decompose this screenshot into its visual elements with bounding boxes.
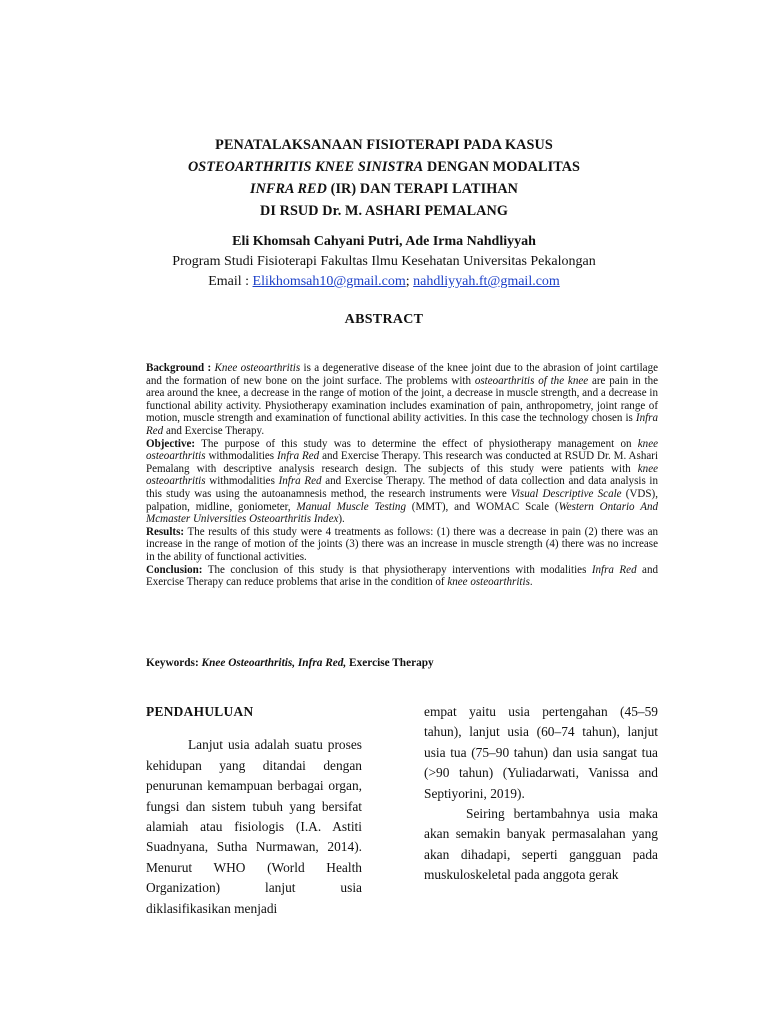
text-run: The conclusion of this study is that physiotherapy interventions with modalities	[202, 563, 592, 576]
paper-title	[0, 134, 768, 222]
text-run: and Exercise Therapy. This research was conducted at RSUD Dr. M. Ashari Pemalang with descriptive analysis research design. The subjects of this study were patients with	[146, 450, 659, 475]
title-italic-term: INFRA RED	[249, 181, 327, 197]
abstract-heading: ABSTRACT	[344, 312, 424, 327]
email-link-2[interactable]: nahdliyyah.ft@gmail.com	[413, 274, 560, 289]
italic-term: knee osteoarthritis	[146, 462, 658, 488]
text-run: are pain in the area around the knee, a decrease in the range of motion of the joint, a decrease in muscle strength, and a decrease in functional ability activity. Physiotherapy examination includes examination of pain, anthropometry, joint range of motion, muscle strength and examination of functional ability activities. In this case the technology chosen is	[146, 374, 659, 425]
text-run: and Exercise Therapy. The method of data collection and data analysis in this study was using the autoanamnesis method, the research instruments were	[146, 475, 659, 500]
abstract-results	[146, 526, 658, 564]
body-paragraph: Seiring bertambahnya usia maka akan semakin banyak permasalahan yang akan dihadapi, seperti gangguan pada muskuloskeletal pada anggota gerak	[424, 806, 658, 883]
body-column-left	[146, 702, 362, 919]
body-column-right	[424, 702, 658, 886]
body-paragraph: empat yaitu usia pertengahan (45–59 tahun), lanjut usia (60–74 tahun), lanjut usia tua (75–90 tahun) dan usia sangat tua (>90 tahun) (Yuliadarwati, Vanissa and Septiyorini, 2019).	[424, 704, 658, 801]
text-run: withmodalities	[205, 450, 277, 463]
italic-term: Manual Muscle Testing	[296, 500, 406, 513]
italic-term: knee osteoarthritis	[146, 437, 658, 463]
email-separator: ;	[405, 274, 414, 289]
conclusion-label: Conclusion:	[146, 563, 203, 576]
title-line-1: PENATALAKSANAAN FISIOTERAPI PADA KASUS	[215, 137, 553, 153]
italic-term: Western Ontario And Mcmaster Universities Osteoarthritis Index	[146, 500, 659, 526]
title-line-4: DI RSUD Dr. M. ASHARI PEMALANG	[259, 203, 508, 219]
abstract-background	[146, 362, 658, 438]
keywords-rest: Exercise Therapy	[346, 657, 434, 669]
email-link-1[interactable]: Elikhomsah10@gmail.com	[252, 274, 406, 289]
title-line-2-rest: DENGAN MODALITAS	[423, 159, 581, 175]
italic-term: Infra Red	[277, 450, 320, 463]
text-run: withmodalities	[205, 475, 279, 488]
email-line	[0, 274, 768, 290]
abstract-objective	[146, 438, 658, 526]
title-line-2	[0, 156, 768, 178]
background-label: Background :	[146, 362, 215, 374]
section-heading: PENDAHULUAN	[146, 704, 254, 719]
italic-term: osteoarthritis of the knee	[474, 374, 589, 387]
keywords-italic: Knee Osteoarthritis, Infra Red,	[201, 657, 347, 669]
title-line-3	[0, 178, 768, 200]
text-run: .	[529, 576, 533, 589]
affiliation: Program Studi Fisioterapi Fakultas Ilmu Kesehatan Universitas Pekalongan	[172, 254, 596, 269]
text-run: and Exercise Therapy can reduce problems that arise in the condition of	[146, 563, 659, 589]
abstract-conclusion	[146, 564, 658, 589]
text-run: and Exercise Therapy.	[163, 424, 265, 437]
italic-term: Infra Red	[278, 475, 322, 488]
italic-term: Infra Red	[591, 563, 637, 576]
text-run: The results of this study were 4 treatments as follows: (1) there was a decrease in pain (2) there was an increase in the range of motion of the joints (3) there was an increase in muscle strength (4) there was no increase in the ability of functional activities.	[146, 525, 658, 563]
email-label: Email :	[208, 274, 253, 289]
title-line-3-rest: (IR) DAN TERAPI LATIHAN	[326, 181, 519, 197]
italic-term: knee osteoarthritis	[447, 576, 530, 589]
text-run: ).	[338, 513, 345, 526]
text-run: The purpose of this study was to determine the effect of physiotherapy management on	[195, 437, 638, 450]
italic-term: Infra Red	[146, 412, 658, 437]
text-run: (VDS), palpation, midline, goniometer,	[146, 487, 658, 513]
italic-term: Knee osteoarthritis	[214, 362, 301, 374]
text-run: (MMT), and WOMAC Scale (	[405, 500, 559, 513]
results-label: Results:	[146, 525, 185, 538]
abstract-body	[146, 362, 658, 589]
body-paragraph: Lanjut usia adalah suatu proses kehidupan yang ditandai dengan penurunan kemampuan berbagai organ, fungsi dan sistem tubuh yang bersifat alamiah atau fisiologis (I.A. Astiti Suadnyana, Sutha Nurmawan, 2014). Menurut WHO (World Health Organization) lanjut usia diklasifikasikan menjadi	[146, 737, 362, 916]
keywords-label: Keywords:	[146, 657, 202, 669]
italic-term: Visual Descriptive Scale	[510, 487, 622, 500]
objective-label: Objective:	[146, 437, 196, 450]
title-italic-term: OSTEOARTHRITIS KNEE SINISTRA	[187, 159, 424, 175]
keywords	[146, 657, 658, 669]
text-run: is a degenerative disease of the knee joint due to the abrasion of joint cartilage and the formation of new bone on the joint surface. The problems with	[146, 362, 659, 387]
authors: Eli Khomsah Cahyani Putri, Ade Irma Nahdliyyah	[232, 234, 536, 249]
